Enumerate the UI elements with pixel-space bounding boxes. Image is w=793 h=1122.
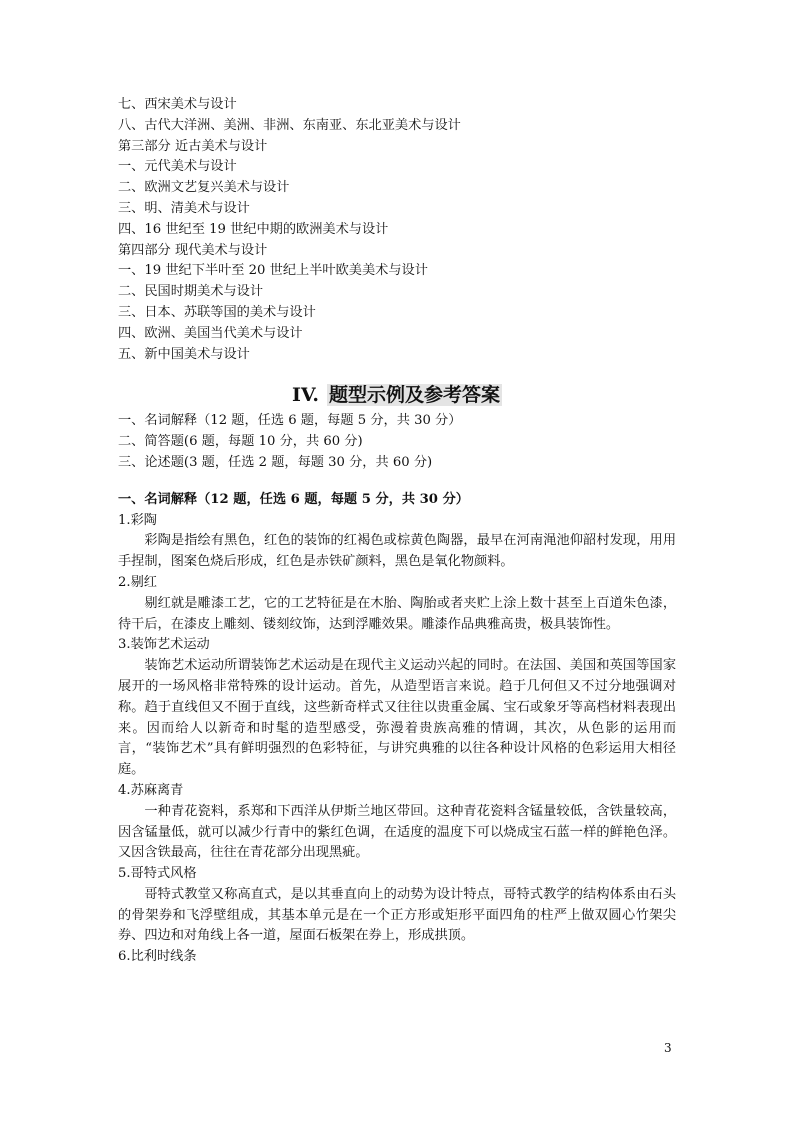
term-entry — [118, 635, 676, 781]
definition-line: 彩陶是指绘有黑色，红色的装饰的红褐色或棕黄色陶器，最早在河南渑池仰韶村发现， — [144, 533, 650, 549]
definition-line: 竹架尖券、四边和对角线上各一道，屋面石板架在券上，形成拱顶。 — [118, 907, 677, 944]
term-definition — [118, 594, 676, 636]
term-entry — [118, 947, 676, 968]
spacer — [118, 474, 676, 490]
definition-line: 用用手捏制，图案色烧后形成，红色是赤铁矿颜料，黑色是氧化物颜料。 — [118, 533, 677, 570]
definition-line: 的运用而言，“装饰艺术”具有鲜明强烈的色彩特征，与讲究典雅的以往各种设计风格的色 — [118, 720, 677, 757]
toc-item: 八、古代大洋洲、美洲、非洲、东南亚、东北亚美术与设计 — [118, 117, 461, 133]
question-type-item: 二、简答题(6 题，每题 10 分，共 60 分) — [118, 434, 363, 450]
definition-line: 高，因含锰量低，就可以减少行青中的紫红色调，在适度的温度下可以烧成宝石蓝一样的鲜 — [118, 803, 677, 840]
term-title: 1.彩陶 — [118, 512, 157, 528]
definition-line: 饰性。 — [579, 616, 620, 632]
toc-list — [118, 95, 676, 365]
page-content — [118, 95, 676, 968]
term-title: 2.剔红 — [118, 574, 157, 590]
toc-item: 一、元代美术与设计 — [118, 159, 237, 175]
section-heading-number: IV. — [292, 384, 319, 407]
definition-line: 装饰艺术运动所谓装饰艺术运动是在现代主义运动兴起的同时。在法国、美国和英国等 — [144, 658, 650, 674]
term-entry — [118, 511, 676, 573]
term-definition — [118, 656, 676, 781]
question-type-list — [118, 411, 676, 473]
toc-item: 三、日本、苏联等国的美术与设计 — [118, 304, 316, 320]
section-heading-title: 题型示例及参考答案 — [328, 384, 500, 407]
term-title: 4.苏麻离青 — [118, 782, 184, 798]
definition-line: 石头的骨架券和飞浮壁组成，其基本单元是在一个正方形或矩形平面四角的柱严上做双圆心 — [118, 886, 677, 923]
definition-line: 艳色泽。又因含铁最高，往往在青花部分出现黑疵。 — [118, 824, 677, 861]
toc-item: 五、新中国美术与设计 — [118, 346, 250, 362]
definition-line: 强调对称。趋于直线但又不囿于直线，这些新奇样式又往往以贵重金属、宝石或象牙等高档 — [118, 678, 677, 715]
terms-section-title: 一、名词解释（12 题，任选 6 题，每题 5 分，共 30 分） — [118, 491, 469, 507]
term-entry — [118, 781, 676, 864]
toc-item: 二、欧洲文艺复兴美术与设计 — [118, 180, 290, 196]
toc-item: 七、西宋美术与设计 — [118, 97, 237, 112]
page-number: 3 — [664, 1041, 672, 1055]
question-type-item: 三、论述题(3 题，任选 2 题，每题 30 分，共 60 分) — [118, 454, 433, 470]
term-title: 3.装饰艺术运动 — [118, 637, 210, 653]
definition-line: 国家展开的一场风格非常特殊的设计运动。首先，从造型语言来说。趋于几何但又不过分地 — [118, 658, 677, 694]
term-title: 6.比利时线条 — [118, 949, 197, 965]
section-heading — [118, 381, 676, 409]
toc-item: 二、民国时期美术与设计 — [118, 284, 264, 300]
term-definition — [118, 531, 676, 573]
toc-part-heading: 第三部分 近古美术与设计 — [118, 138, 268, 154]
definition-line: 一种青花瓷料，系郑和下西洋从伊斯兰地区带回。这种青花瓷料含锰量较低，含铁量较 — [144, 803, 650, 819]
term-entry — [118, 573, 676, 635]
definition-line: 彩运用大相径庭。 — [118, 741, 676, 778]
question-type-item: 一、名词解释（12 题，任选 6 题，每题 5 分，共 30 分） — [118, 413, 462, 429]
term-entry — [118, 864, 676, 947]
definition-line: 剔红就是雕漆工艺，它的工艺特征是在木胎、陶胎或者夹贮上涂上数十甚至上百道 — [144, 595, 623, 611]
toc-item: 四、欧洲、美国当代美术与设计 — [118, 325, 303, 341]
term-definition — [118, 802, 676, 864]
toc-item: 三、明、清美术与设计 — [118, 200, 250, 216]
definition-line: 哥特式教堂又称高直式，是以其垂直向上的动势为设计特点，哥特式教学的结构体系由 — [144, 886, 650, 902]
term-definition — [118, 885, 676, 947]
toc-item: 一、19 世纪下半叶至 20 世纪上半叶欧美美术与设计 — [118, 263, 428, 279]
term-title: 5.哥特式风格 — [118, 866, 197, 882]
definition-line: 材料表现出来。因而给人以新奇和时髦的造型感受，弥漫着贵族高雅的情调，其次，从色影 — [118, 699, 677, 736]
toc-part-heading: 第四部分 现代美术与设计 — [118, 242, 268, 258]
definition-line: 朱色漆，待干后，在漆皮上雕刻、镂刻纹饰，达到浮雕效果。雕漆作品典雅高贵，极具装 — [118, 595, 677, 632]
toc-item: 四、16 世纪至 19 世纪中期的欧洲美术与设计 — [118, 221, 389, 237]
